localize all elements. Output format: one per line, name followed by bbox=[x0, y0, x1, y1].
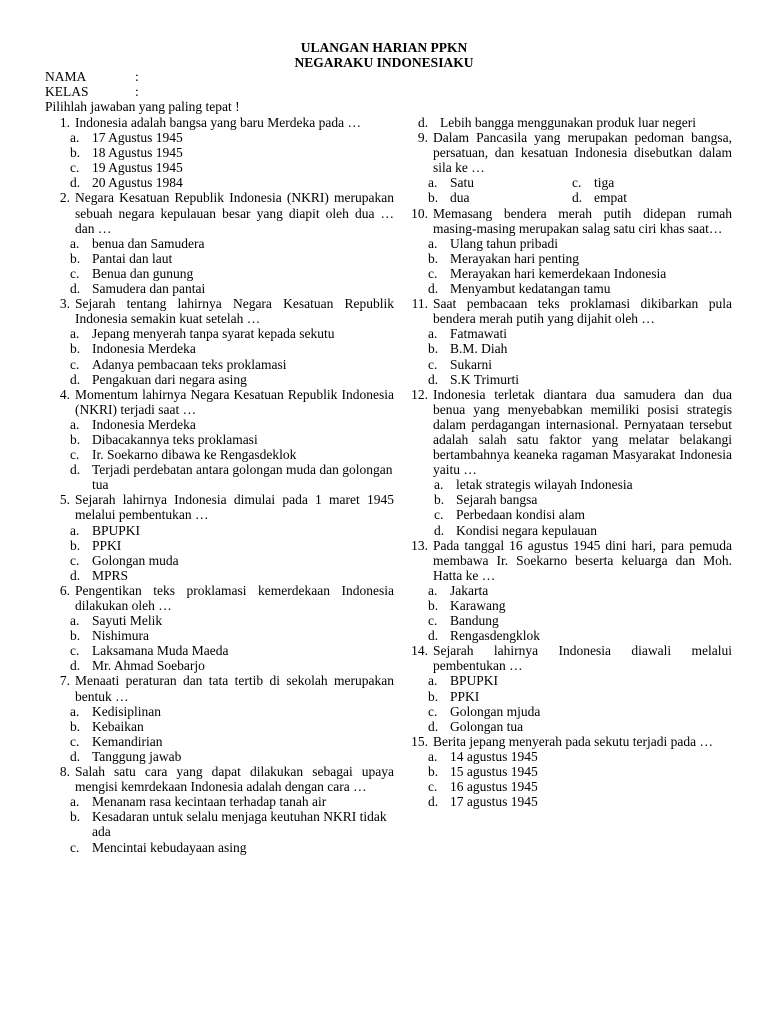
answer-option bbox=[70, 643, 394, 658]
question-stem bbox=[402, 538, 732, 583]
answer-option bbox=[70, 719, 394, 734]
answer-options bbox=[44, 523, 394, 583]
option-text: empat bbox=[594, 190, 627, 206]
question-stem bbox=[402, 734, 732, 749]
option-letter: c. bbox=[428, 703, 438, 719]
question-stem bbox=[402, 206, 732, 236]
option-text: 20 Agustus 1984 bbox=[92, 175, 183, 191]
answer-options bbox=[402, 583, 732, 643]
option-letter: b. bbox=[428, 764, 439, 780]
option-letter: d. bbox=[70, 371, 81, 387]
option-text: Kesadaran untuk selalu menjaga keutuhan NKRI tidak ada bbox=[92, 809, 387, 840]
answer-option bbox=[70, 553, 394, 568]
option-letter: d. bbox=[428, 794, 439, 810]
answer-option bbox=[434, 477, 732, 492]
option-letter: c. bbox=[70, 733, 80, 749]
question-number: 4. bbox=[59, 386, 70, 402]
question-text: Menaati peraturan dan tata tertib di sekolah merupakan bentuk … bbox=[75, 673, 394, 704]
answer-options bbox=[402, 326, 732, 386]
question-text: Dalam Pancasila yang merupakan pedoman bangsa, persatuan, dan kesatuan Indonesia disebutkan dalam sila ke … bbox=[433, 130, 732, 176]
option-text: tiga bbox=[594, 175, 615, 191]
question-number: 9. bbox=[417, 130, 428, 146]
student-identity bbox=[45, 69, 139, 99]
question-text: Pengentikan teks proklamasi kemerdekaan Indonesia dilakukan oleh … bbox=[75, 582, 394, 613]
question-text: Saat pembacaan teks proklamasi dikibarkan pula bendera merah putih yang dijahit oleh … bbox=[433, 296, 732, 327]
option-text: Adanya pembacaan teks proklamasi bbox=[92, 356, 287, 372]
answer-option bbox=[428, 598, 732, 613]
option-letter: b. bbox=[428, 598, 439, 613]
option-letter: c. bbox=[428, 265, 438, 281]
answer-option bbox=[434, 523, 732, 538]
option-letter: d. bbox=[418, 115, 429, 130]
question-number: 15. bbox=[411, 733, 428, 749]
question-2 bbox=[44, 190, 394, 296]
question-number: 6. bbox=[59, 582, 70, 598]
option-text: Tanggung jawab bbox=[92, 748, 182, 764]
option-text: letak strategis wilayah Indonesia bbox=[456, 477, 633, 493]
question-number: 10. bbox=[411, 205, 428, 221]
option-text: Perbedaan kondisi alam bbox=[456, 507, 585, 523]
answer-option bbox=[70, 704, 394, 719]
option-letter: d. bbox=[572, 190, 583, 206]
option-text: Satu bbox=[450, 175, 475, 191]
option-letter: a. bbox=[428, 326, 438, 342]
answer-option bbox=[70, 341, 394, 356]
option-letter: c. bbox=[70, 160, 80, 176]
answer-option bbox=[428, 613, 732, 628]
question-stem bbox=[402, 130, 732, 175]
option-text: Nishimura bbox=[92, 628, 149, 644]
option-letter: a. bbox=[428, 673, 438, 689]
option-text: Kebaikan bbox=[92, 718, 144, 734]
kelas-label: KELAS bbox=[45, 84, 89, 99]
option-text: BPUPKI bbox=[450, 673, 499, 689]
option-letter: a. bbox=[434, 477, 444, 493]
answer-option-row bbox=[428, 175, 732, 190]
question-number: 14. bbox=[411, 643, 428, 659]
right-column bbox=[402, 115, 732, 809]
option-text: Kedisiplinan bbox=[92, 703, 161, 719]
answer-options bbox=[44, 236, 394, 296]
answer-option bbox=[428, 673, 732, 688]
option-letter: b. bbox=[70, 809, 81, 825]
question-stem bbox=[44, 296, 394, 326]
option-letter: b. bbox=[70, 628, 81, 644]
option-letter: c. bbox=[428, 779, 438, 795]
question-text: Salah satu cara yang dapat dilakukan sebagai upaya mengisi kemrdekaan Indonesia adalah dengan cara … bbox=[75, 764, 394, 795]
option-text: Golongan mjuda bbox=[450, 703, 541, 719]
answer-option bbox=[428, 689, 732, 704]
answer-option bbox=[70, 251, 394, 266]
option-letter: a. bbox=[428, 175, 438, 191]
question-text: Indonesia terletak diantara dua samudera dan dua benua yang menyebabkan memiliki posisi strategis dalam perdagangan internasional. Pernyataan tersebut adalah salah satu faktor yang melatar belakangi bertambahnya keaneka ragaman Masyarakat Indonesia yaitu … bbox=[433, 386, 732, 478]
option-letter: a. bbox=[70, 326, 80, 342]
option-letter: d. bbox=[434, 522, 445, 538]
option-letter: a. bbox=[428, 235, 438, 251]
answer-option bbox=[70, 538, 394, 553]
option-text: 16 agustus 1945 bbox=[450, 779, 538, 795]
answer-option bbox=[428, 749, 732, 764]
option-letter: d. bbox=[428, 281, 439, 297]
answer-option bbox=[70, 130, 394, 145]
question-text: Memasang bendera merah putih didepan rumah masing-masing merupakan salag satu ciri khas saat… bbox=[433, 205, 732, 236]
option-letter: a. bbox=[70, 703, 80, 719]
question-stem bbox=[402, 387, 732, 478]
option-text: Rengasdengklok bbox=[450, 628, 540, 644]
option-text: Kondisi negara kepulauan bbox=[456, 522, 597, 538]
option-text: Merayakan hari penting bbox=[450, 250, 579, 266]
option-letter: b. bbox=[434, 492, 445, 508]
question-stem bbox=[44, 492, 394, 522]
option-letter: a. bbox=[70, 794, 80, 810]
kelas-row bbox=[45, 84, 139, 99]
question-text: Sejarah lahirnya Indonesia diawali melalui pembentukan … bbox=[433, 643, 732, 674]
question-stem bbox=[44, 387, 394, 417]
question-text: Momentum lahirnya Negara Kesatuan Republik Indonesia (NKRI) terjadi saat … bbox=[75, 386, 394, 417]
question-3 bbox=[44, 296, 394, 387]
option-letter: b. bbox=[70, 145, 81, 161]
option-letter: a. bbox=[428, 582, 438, 598]
answer-option bbox=[428, 764, 732, 779]
question-stem bbox=[402, 296, 732, 326]
option-text: Bandung bbox=[450, 613, 499, 629]
answer-option bbox=[70, 462, 394, 492]
option-letter: d. bbox=[70, 658, 81, 674]
title-line-2: NEGARAKU INDONESIAKU bbox=[294, 55, 474, 70]
answer-options bbox=[44, 326, 394, 386]
nama-colon: : bbox=[135, 69, 139, 84]
answer-option bbox=[428, 372, 732, 387]
question-13 bbox=[402, 538, 732, 644]
question-stem bbox=[44, 673, 394, 703]
option-text: Jakarta bbox=[450, 582, 489, 598]
option-text: Ir. Soekarno dibawa ke Rengasdeklok bbox=[92, 447, 297, 463]
option-text: B.M. Diah bbox=[450, 341, 508, 357]
kelas-colon: : bbox=[135, 84, 139, 99]
option-letter: b. bbox=[428, 688, 439, 704]
option-text: Golongan muda bbox=[92, 552, 179, 568]
option-text: 14 agustus 1945 bbox=[450, 748, 538, 764]
option-letter: b. bbox=[428, 250, 439, 266]
option-letter: b. bbox=[70, 250, 81, 266]
option-letter: a. bbox=[70, 522, 80, 538]
option-text: Sukarni bbox=[450, 356, 492, 372]
answer-options bbox=[402, 749, 732, 809]
question-stem bbox=[44, 583, 394, 613]
question-number: 8. bbox=[59, 764, 70, 780]
option-letter: a. bbox=[70, 130, 80, 146]
question-4 bbox=[44, 387, 394, 493]
option-letter: a. bbox=[70, 613, 80, 629]
question-8-continuation bbox=[402, 115, 732, 130]
question-text: Negara Kesatuan Republik Indonesia (NKRI) merupakan sebuah negara kepulauan besar yang diapit oleh dua … dan … bbox=[75, 190, 394, 236]
option-text: Golongan tua bbox=[450, 718, 524, 734]
question-text: Sejarah tentang lahirnya Negara Kesatuan Republik Indonesia semakin kuat setelah … bbox=[75, 296, 394, 327]
option-letter: d. bbox=[70, 567, 81, 583]
option-letter: b. bbox=[428, 190, 439, 206]
option-text: 17 agustus 1945 bbox=[450, 794, 538, 810]
answer-option bbox=[70, 432, 394, 447]
question-text: Pada tanggal 16 agustus 1945 dini hari, para pemuda membawa Ir. Soekarno beserta keluarga dan Moh. Hatta ke … bbox=[433, 537, 732, 583]
option-text: PPKI bbox=[92, 537, 122, 553]
question-11 bbox=[402, 296, 732, 387]
answer-option bbox=[428, 175, 572, 190]
option-letter: a. bbox=[70, 416, 80, 432]
option-letter: c. bbox=[70, 265, 80, 281]
option-text: Indonesia Merdeka bbox=[92, 341, 196, 357]
option-letter: c. bbox=[428, 356, 438, 372]
option-letter: d. bbox=[70, 748, 81, 764]
answer-option bbox=[70, 236, 394, 251]
option-text: Merayakan hari kemerdekaan Indonesia bbox=[450, 265, 667, 281]
option-letter: b. bbox=[428, 341, 439, 357]
option-text: Sayuti Melik bbox=[92, 613, 163, 629]
answer-option bbox=[70, 357, 394, 372]
option-letter: c. bbox=[70, 552, 80, 568]
answer-option bbox=[428, 326, 732, 341]
option-text: PPKI bbox=[450, 688, 480, 704]
answer-options bbox=[402, 236, 732, 296]
answer-option bbox=[70, 794, 394, 809]
answer-options bbox=[44, 613, 394, 673]
question-number: 12. bbox=[411, 386, 428, 402]
answer-option bbox=[428, 704, 732, 719]
answer-option bbox=[70, 281, 394, 296]
instruction: Pilihlah jawaban yang paling tepat ! bbox=[45, 99, 240, 114]
option-text: 17 Agustus 1945 bbox=[92, 130, 183, 146]
answer-option bbox=[428, 266, 732, 281]
option-letter: c. bbox=[434, 507, 444, 523]
option-letter: b. bbox=[70, 537, 81, 553]
question-number: 11. bbox=[411, 296, 428, 312]
answer-option bbox=[428, 719, 732, 734]
answer-options bbox=[44, 704, 394, 764]
answer-option bbox=[428, 281, 732, 296]
question-number: 2. bbox=[59, 190, 70, 206]
left-column bbox=[44, 115, 394, 855]
option-text: Benua dan gunung bbox=[92, 265, 194, 281]
option-text: Pantai dan laut bbox=[92, 250, 173, 266]
question-number: 5. bbox=[59, 492, 70, 508]
title-line-1: ULANGAN HARIAN PPKN bbox=[300, 40, 468, 55]
answer-option bbox=[572, 175, 716, 190]
question-14 bbox=[402, 643, 732, 734]
answer-option bbox=[428, 251, 732, 266]
option-text: Jepang menyerah tanpa syarat kepada sekutu bbox=[92, 326, 335, 342]
question-12 bbox=[402, 387, 732, 538]
question-5 bbox=[44, 492, 394, 583]
answer-option bbox=[428, 190, 572, 205]
option-letter: d. bbox=[70, 175, 81, 191]
answer-options bbox=[44, 417, 394, 492]
question-6 bbox=[44, 583, 394, 674]
option-text: Mencintai kebudayaan asing bbox=[92, 839, 247, 855]
option-letter: b. bbox=[70, 431, 81, 447]
option-letter: c. bbox=[70, 643, 80, 659]
question-text: Sejarah lahirnya Indonesia dimulai pada 1 maret 1945 melalui pembentukan … bbox=[75, 492, 394, 523]
question-number: 3. bbox=[59, 296, 70, 312]
answer-option bbox=[428, 341, 732, 356]
question-stem bbox=[402, 643, 732, 673]
option-letter: c. bbox=[428, 613, 438, 629]
option-text: MPRS bbox=[92, 567, 129, 583]
option-text: Karawang bbox=[450, 598, 506, 613]
question-15 bbox=[402, 734, 732, 809]
answer-options bbox=[402, 477, 732, 537]
option-text: Laksamana Muda Maeda bbox=[92, 643, 229, 659]
option-text: Ulang tahun pribadi bbox=[450, 235, 558, 251]
option-letter: c. bbox=[70, 356, 80, 372]
option-text: Menyambut kedatangan tamu bbox=[450, 281, 611, 297]
option-letter: d. bbox=[70, 281, 81, 297]
answer-option bbox=[70, 809, 394, 839]
answer-option bbox=[70, 613, 394, 628]
answer-option bbox=[70, 160, 394, 175]
question-stem bbox=[44, 764, 394, 794]
answer-option bbox=[70, 447, 394, 462]
option-text: Mr. Ahmad Soebarjo bbox=[92, 658, 205, 674]
option-letter: d. bbox=[428, 718, 439, 734]
option-text: Terjadi perdebatan antara golongan muda dan golongan tua bbox=[92, 462, 393, 493]
answer-option bbox=[70, 658, 394, 673]
answer-options bbox=[402, 673, 732, 733]
worksheet-title bbox=[0, 40, 768, 70]
question-number: 7. bbox=[59, 673, 70, 689]
option-letter: d. bbox=[428, 628, 439, 644]
option-text: Lebih bangga menggunakan produk luar negeri bbox=[440, 115, 697, 130]
answer-options bbox=[402, 175, 732, 205]
option-letter: c. bbox=[70, 447, 80, 463]
option-text: Menanam rasa kecintaan terhadap tanah air bbox=[92, 794, 327, 810]
option-letter: a. bbox=[70, 235, 80, 251]
option-letter: c. bbox=[572, 175, 582, 191]
answer-option bbox=[70, 734, 394, 749]
question-7 bbox=[44, 673, 394, 764]
option-text: BPUPKI bbox=[92, 522, 141, 538]
question-number: 1. bbox=[59, 115, 70, 130]
option-text: S.K Trimurti bbox=[450, 371, 520, 387]
option-text: Sejarah bangsa bbox=[456, 492, 538, 508]
option-text: Fatmawati bbox=[450, 326, 507, 342]
question-stem bbox=[44, 190, 394, 235]
answer-option bbox=[428, 779, 732, 794]
question-10 bbox=[402, 206, 732, 297]
answer-option bbox=[70, 145, 394, 160]
question-text: Indonesia adalah bangsa yang baru Merdeka pada … bbox=[75, 115, 362, 130]
option-text: benua dan Samudera bbox=[92, 235, 205, 251]
answer-options bbox=[44, 794, 394, 854]
answer-option bbox=[70, 372, 394, 387]
option-letter: a. bbox=[428, 748, 438, 764]
answer-option bbox=[428, 794, 732, 809]
option-text: 19 Agustus 1945 bbox=[92, 160, 183, 176]
answer-option bbox=[70, 326, 394, 341]
answer-option bbox=[70, 266, 394, 281]
answer-option bbox=[418, 115, 732, 130]
option-text: 18 Agustus 1945 bbox=[92, 145, 183, 161]
answer-option bbox=[428, 236, 732, 251]
answer-option bbox=[70, 749, 394, 764]
answer-option bbox=[428, 628, 732, 643]
question-8 bbox=[44, 764, 394, 855]
question-9 bbox=[402, 130, 732, 205]
answer-option bbox=[70, 840, 394, 855]
option-letter: b. bbox=[70, 341, 81, 357]
nama-row bbox=[45, 69, 139, 84]
answer-option bbox=[572, 190, 716, 205]
answer-option bbox=[70, 417, 394, 432]
question-text: Berita jepang menyerah pada sekutu terjadi pada … bbox=[433, 733, 714, 749]
answer-option bbox=[70, 628, 394, 643]
answer-options bbox=[44, 130, 394, 190]
option-text: dua bbox=[450, 190, 470, 206]
answer-option bbox=[70, 568, 394, 583]
answer-option bbox=[434, 507, 732, 522]
option-text: Indonesia Merdeka bbox=[92, 416, 196, 432]
option-text: Samudera dan pantai bbox=[92, 281, 206, 297]
question-stem bbox=[44, 115, 394, 130]
option-text: Dibacakannya teks proklamasi bbox=[92, 431, 258, 447]
question-number: 13. bbox=[411, 537, 428, 553]
option-text: Kemandirian bbox=[92, 733, 163, 749]
option-letter: b. bbox=[70, 718, 81, 734]
answer-option bbox=[70, 175, 394, 190]
option-text: Pengakuan dari negara asing bbox=[92, 371, 247, 387]
answer-option bbox=[434, 492, 732, 507]
option-letter: d. bbox=[428, 371, 439, 387]
nama-label: NAMA bbox=[45, 69, 87, 84]
answer-option-row bbox=[428, 190, 732, 205]
option-letter: c. bbox=[70, 839, 80, 855]
option-letter: d. bbox=[70, 462, 81, 478]
answer-option bbox=[428, 583, 732, 598]
option-text: 15 agustus 1945 bbox=[450, 764, 538, 780]
answer-option bbox=[70, 523, 394, 538]
question-1 bbox=[44, 115, 394, 190]
answer-option bbox=[428, 357, 732, 372]
